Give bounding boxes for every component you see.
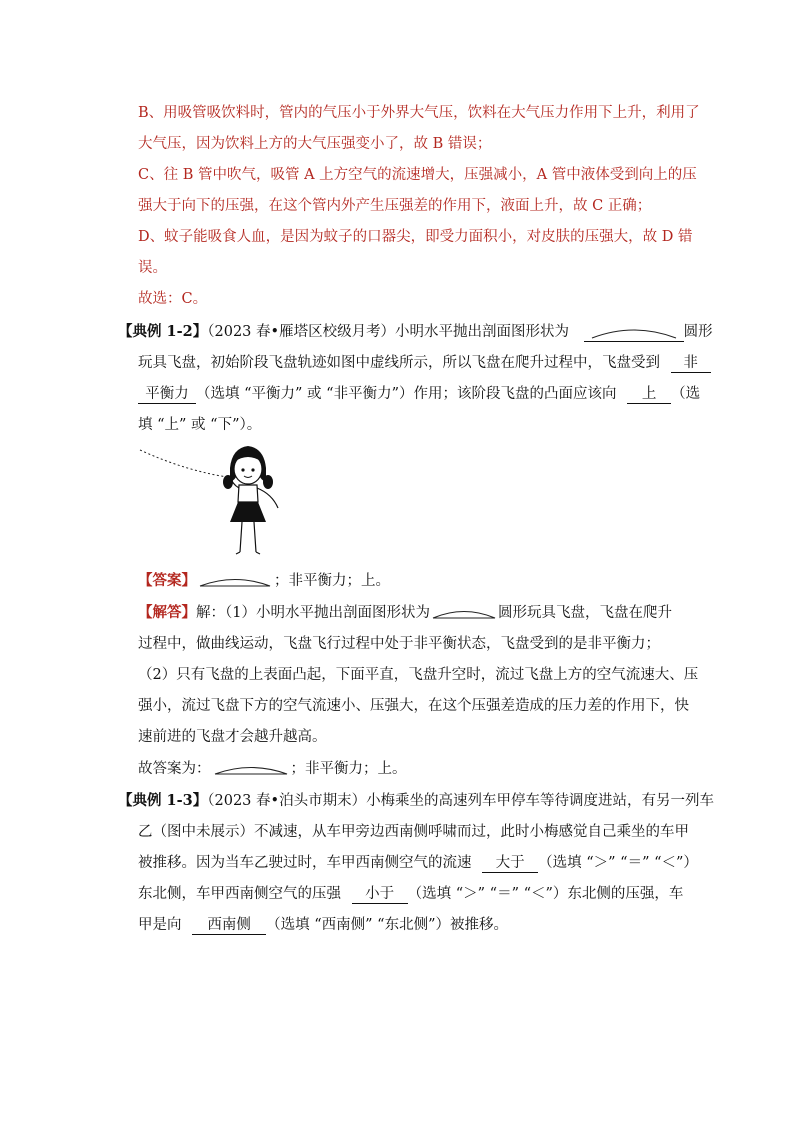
example-1-3-text: （2023 春•泊头市期末）小梅乘坐的高速列车甲停车等待调度进站，有另一列车 bbox=[207, 793, 715, 809]
solution-line1 bbox=[138, 603, 672, 623]
solution-line2: 过程中，做曲线运动，飞盘飞行过程中处于非平衡状态，飞盘受到的是非平衡力； bbox=[138, 636, 660, 652]
example-1-3-line3 bbox=[138, 853, 698, 873]
example-1-3-text: （选填 “＞” “＝” “＜”）东北侧的压强，车 bbox=[407, 886, 684, 902]
solution-line3: （2）只有飞盘的上表面凸起，下面平直，飞盘升空时，流过飞盘上方的空气流速大、压 bbox=[138, 667, 699, 683]
example-1-3-line4 bbox=[138, 884, 683, 904]
answer-blank-pressure: 小于 bbox=[352, 885, 408, 904]
solution-line5: 速前进的飞盘才会越升越高。 bbox=[138, 729, 327, 745]
frisbee-cross-section-icon bbox=[586, 324, 682, 340]
example-1-2-text: 玩具飞盘，初始阶段飞盘轨迹如图中虚线所示，所以飞盘在爬升过程中，飞盘受到 bbox=[138, 355, 660, 371]
solution-line4: 强小，流过飞盘下方的空气流速小、压强大，在这个压强差造成的压力差的作用下，快 bbox=[138, 698, 689, 714]
analysis-option-b-line1: B、用吸管吸饮料时，管内的气压小于外界大气压，饮料在大气压力作用下上升，利用了 bbox=[138, 105, 700, 121]
example-1-2-text: （选 bbox=[671, 386, 701, 402]
example-1-2-line3 bbox=[138, 384, 700, 404]
example-tag: 【典例 1-2】 bbox=[118, 323, 208, 340]
example-1-3-text: 东北侧，车甲西南侧空气的压强 bbox=[138, 886, 341, 902]
analysis-option-b-line2: 大气压，因为饮料上方的大气压强变小了，故 B 错误； bbox=[138, 136, 492, 152]
analysis-option-c-line2: 强大于向下的压强，在这个管内外产生压强差的作用下，液面上升，故 C 正确； bbox=[138, 198, 652, 214]
answer-blank-1a: 非 bbox=[671, 354, 711, 373]
final-answer-line bbox=[138, 759, 407, 779]
answer-blank-1b: 平衡力 bbox=[138, 385, 196, 404]
frisbee-cross-section-icon bbox=[430, 606, 498, 620]
example-1-3-text: 被推移。因为当车乙驶过时，车甲西南侧空气的流速 bbox=[138, 855, 472, 871]
answer-label: 【答案】 bbox=[138, 572, 196, 589]
solution-text: 圆形玩具飞盘，飞盘在爬升 bbox=[497, 605, 672, 621]
frisbee-shape-blank bbox=[584, 323, 684, 342]
example-1-2-text-tail: 圆形 bbox=[683, 324, 713, 340]
final-answer-rest: ；非平衡力；上。 bbox=[290, 761, 407, 777]
example-1-2-line1 bbox=[118, 322, 713, 342]
analysis-option-c-line1: C、往 B 管中吹气，吸管 A 上方空气的流速增大，压强减小，A 管中液体受到向上的压 bbox=[138, 167, 697, 183]
answer-line bbox=[138, 571, 390, 591]
answer-blank-direction: 西南侧 bbox=[192, 916, 266, 935]
final-answer-label: 故答案为： bbox=[138, 761, 211, 777]
analysis-option-d-line1: D、蚊子能吸食人血，是因为蚊子的口器尖，即受力面积小，对皮肤的压强大，故 D 错 bbox=[138, 229, 693, 245]
example-1-3-text: （选填 “西南侧” “东北侧”）被推移。 bbox=[266, 917, 508, 933]
frisbee-cross-section-icon bbox=[196, 574, 274, 588]
example-1-2-line2 bbox=[138, 353, 711, 373]
example-1-2-text: （2023 春•雁塔区校级月考）小明水平抛出剖面图形状为 bbox=[207, 324, 570, 340]
example-1-3-line2: 乙（图中未展示）不减速，从车甲旁边西南侧呼啸而过，此时小梅感觉自己乘坐的车甲 bbox=[138, 824, 689, 840]
example-1-3-text: 甲是向 bbox=[138, 917, 182, 933]
answer-blank-flow: 大于 bbox=[482, 854, 538, 873]
answer-blank-2: 上 bbox=[627, 385, 671, 404]
analysis-choice: 故选：C。 bbox=[138, 291, 208, 307]
example-tag: 【典例 1-3】 bbox=[118, 792, 208, 809]
example-1-3-text: （选填 “＞” “＝” “＜”） bbox=[538, 855, 698, 871]
answer-rest: ；非平衡力；上。 bbox=[274, 573, 390, 589]
example-1-3-line1 bbox=[118, 791, 714, 811]
example-1-3-line5 bbox=[138, 915, 508, 935]
girl-throwing-frisbee-illustration bbox=[138, 442, 298, 560]
example-1-2-text: （选填 “平衡力” 或 “非平衡力”）作用；该阶段飞盘的凸面应该向 bbox=[196, 386, 617, 402]
example-1-2-line4: 填 “上” 或 “下”）。 bbox=[138, 417, 262, 433]
frisbee-cross-section-icon bbox=[211, 762, 291, 776]
solution-label: 【解答】 bbox=[138, 604, 196, 621]
solution-text: 解：（1）小明水平抛出剖面图形状为 bbox=[196, 605, 430, 621]
analysis-option-d-line2: 误。 bbox=[138, 260, 167, 276]
